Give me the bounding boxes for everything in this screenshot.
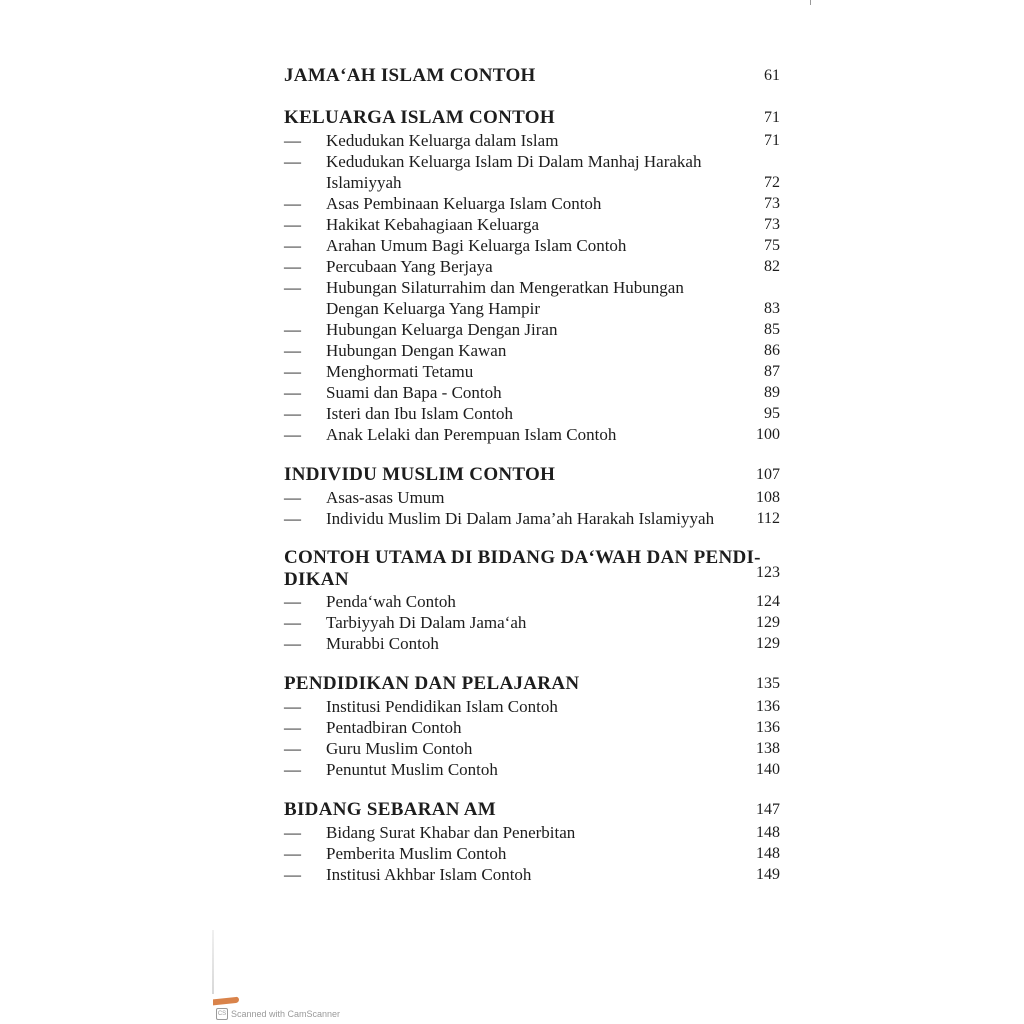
entry-dash: — xyxy=(284,320,301,339)
entry-dash: — xyxy=(284,739,301,758)
entry-title: Kedudukan Keluarga dalam Islam xyxy=(326,131,559,150)
toc-heading-row xyxy=(284,64,784,88)
entry-title: Hakikat Kebahagiaan Keluarga xyxy=(326,215,540,234)
entry-title: Pentadbiran Contoh xyxy=(326,718,462,737)
entry-dash: — xyxy=(284,383,301,402)
entry-dash: — xyxy=(284,760,301,779)
toc-heading-row xyxy=(284,547,784,569)
toc-entry xyxy=(284,256,784,277)
toc-heading-page: 61 xyxy=(764,67,780,84)
toc-entry xyxy=(284,277,784,319)
toc-heading-row xyxy=(284,463,784,487)
entry-page: 86 xyxy=(764,342,780,359)
entry-dash: — xyxy=(284,718,301,737)
entry-dash: — xyxy=(284,278,301,297)
entry-title: Arahan Umum Bagi Keluarga Islam Contoh xyxy=(326,236,627,255)
toc-entry xyxy=(284,612,784,633)
toc-entry xyxy=(284,738,784,759)
entry-title: Suami dan Bapa - Contoh xyxy=(326,383,502,402)
entry-dash: — xyxy=(284,613,301,632)
toc-entry xyxy=(284,340,784,361)
entry-page: 108 xyxy=(756,489,780,506)
table-of-contents xyxy=(284,64,784,903)
entry-page: 112 xyxy=(756,510,780,527)
entry-title: Institusi Pendidikan Islam Contoh xyxy=(326,697,558,716)
entry-title: Hubungan Silaturrahim dan Mengeratkan Hubungan Dengan Keluarga Yang Hampir xyxy=(326,278,684,318)
toc-entry xyxy=(284,696,784,717)
entry-page: 136 xyxy=(756,698,780,715)
entry-dash: — xyxy=(284,341,301,360)
entry-title: Menghormati Tetamu xyxy=(326,362,474,381)
entry-page: 85 xyxy=(764,321,780,338)
entry-page: 75 xyxy=(764,237,780,254)
toc-heading-page: 123 xyxy=(756,564,780,581)
entry-title: Tarbiyyah Di Dalam Jama‘ah xyxy=(326,613,527,632)
entry-page: 138 xyxy=(756,740,780,757)
toc-section-pendidikan xyxy=(284,672,784,780)
entry-page: 149 xyxy=(756,866,780,883)
toc-entry xyxy=(284,214,784,235)
entry-title: Hubungan Dengan Kawan xyxy=(326,341,507,360)
entry-title: Hubungan Keluarga Dengan Jiran xyxy=(326,320,558,339)
entry-page: 73 xyxy=(764,216,780,233)
entry-title: Kedudukan Keluarga Islam Di Dalam Manhaj Harakah Islamiyyah xyxy=(326,152,702,192)
entry-title: Penda‘wah Contoh xyxy=(326,592,456,611)
toc-entry xyxy=(284,633,784,654)
entry-dash: — xyxy=(284,194,301,213)
toc-entry xyxy=(284,403,784,424)
toc-entry xyxy=(284,319,784,340)
entry-dash: — xyxy=(284,236,301,255)
watermark-text: Scanned with CamScanner xyxy=(231,1009,341,1019)
toc-heading-row xyxy=(284,672,784,696)
entry-dash: — xyxy=(284,257,301,276)
toc-entry xyxy=(284,130,784,151)
entry-title: Bidang Surat Khabar dan Penerbitan xyxy=(326,823,576,842)
toc-heading-row xyxy=(284,564,784,591)
entry-dash: — xyxy=(284,425,301,444)
entry-dash: — xyxy=(284,509,301,528)
toc-entry xyxy=(284,864,784,885)
entry-title: Pemberita Muslim Contoh xyxy=(326,844,507,863)
entry-title: Murabbi Contoh xyxy=(326,634,439,653)
toc-entry xyxy=(284,382,784,403)
entry-dash: — xyxy=(284,844,301,863)
toc-heading-line1: CONTOH UTAMA DI BIDANG DA‘WAH DAN PENDI- xyxy=(284,547,761,568)
entry-dash: — xyxy=(284,404,301,423)
page-corner-mark xyxy=(810,0,811,5)
entry-title: Anak Lelaki dan Perempuan Islam Contoh xyxy=(326,425,617,444)
entry-title: Asas-asas Umum xyxy=(326,488,445,507)
entry-dash: — xyxy=(284,362,301,381)
camscanner-watermark xyxy=(216,1008,340,1020)
entry-dash: — xyxy=(284,215,301,234)
entry-page: 129 xyxy=(756,635,780,652)
toc-heading-page: 107 xyxy=(756,466,780,483)
camscanner-logo-icon: CS xyxy=(216,1008,228,1020)
toc-entry xyxy=(284,591,784,612)
entry-page: 129 xyxy=(756,614,780,631)
entry-page: 100 xyxy=(756,426,780,443)
toc-entry xyxy=(284,822,784,843)
orange-tab-mark xyxy=(213,997,239,1006)
entry-title: Individu Muslim Di Dalam Jama’ah Harakah Islamiyyah xyxy=(326,509,715,528)
entry-page: 83 xyxy=(764,300,780,317)
toc-entry xyxy=(284,151,784,193)
entry-title: Institusi Akhbar Islam Contoh xyxy=(326,865,532,884)
entry-page: 136 xyxy=(756,719,780,736)
toc-section-sebaran xyxy=(284,798,784,885)
entry-title: Guru Muslim Contoh xyxy=(326,739,473,758)
entry-dash: — xyxy=(284,865,301,884)
toc-entry xyxy=(284,717,784,738)
entry-page: 148 xyxy=(756,824,780,841)
entry-page: 73 xyxy=(764,195,780,212)
toc-heading: JAMA‘AH ISLAM CONTOH xyxy=(284,65,536,86)
entry-page: 87 xyxy=(764,363,780,380)
toc-heading: PENDIDIKAN DAN PELAJARAN xyxy=(284,673,580,694)
toc-heading: INDIVIDU MUSLIM CONTOH xyxy=(284,464,556,485)
entry-title: Isteri dan Ibu Islam Contoh xyxy=(326,404,513,423)
toc-heading: BIDANG SEBARAN AM xyxy=(284,799,497,820)
toc-heading: KELUARGA ISLAM CONTOH xyxy=(284,107,555,128)
toc-entry xyxy=(284,487,784,508)
toc-entry xyxy=(284,361,784,382)
toc-heading-page: 147 xyxy=(756,801,780,818)
toc-section-keluarga xyxy=(284,106,784,445)
entry-title: Asas Pembinaan Keluarga Islam Contoh xyxy=(326,194,602,213)
entry-page: 140 xyxy=(756,761,780,778)
entry-page: 124 xyxy=(756,593,780,610)
entry-page: 89 xyxy=(764,384,780,401)
toc-entry xyxy=(284,235,784,256)
entry-page: 71 xyxy=(764,132,780,149)
toc-section-contoh-utama xyxy=(284,547,784,654)
entry-dash: — xyxy=(284,592,301,611)
toc-entry xyxy=(284,759,784,780)
entry-dash: — xyxy=(284,823,301,842)
entry-dash: — xyxy=(284,488,301,507)
toc-entry xyxy=(284,424,784,445)
entry-page: 95 xyxy=(764,405,780,422)
toc-section-individu xyxy=(284,463,784,529)
entry-page: 72 xyxy=(764,174,780,191)
toc-heading-row xyxy=(284,798,784,822)
entry-dash: — xyxy=(284,152,301,171)
toc-section-jamaah xyxy=(284,64,784,88)
entry-dash: — xyxy=(284,697,301,716)
entry-page: 82 xyxy=(764,258,780,275)
entry-dash: — xyxy=(284,634,301,653)
toc-heading-page: 71 xyxy=(764,109,780,126)
toc-heading-row xyxy=(284,106,784,130)
entry-title: Percubaan Yang Berjaya xyxy=(326,257,493,276)
toc-entry xyxy=(284,193,784,214)
toc-heading-line2: DIKAN xyxy=(284,569,349,590)
toc-entry xyxy=(284,843,784,864)
entry-dash: — xyxy=(284,131,301,150)
toc-heading-page: 135 xyxy=(756,675,780,692)
entry-title: Penuntut Muslim Contoh xyxy=(326,760,498,779)
page-edge-shadow xyxy=(212,930,214,994)
toc-entry xyxy=(284,508,784,529)
entry-page: 148 xyxy=(756,845,780,862)
